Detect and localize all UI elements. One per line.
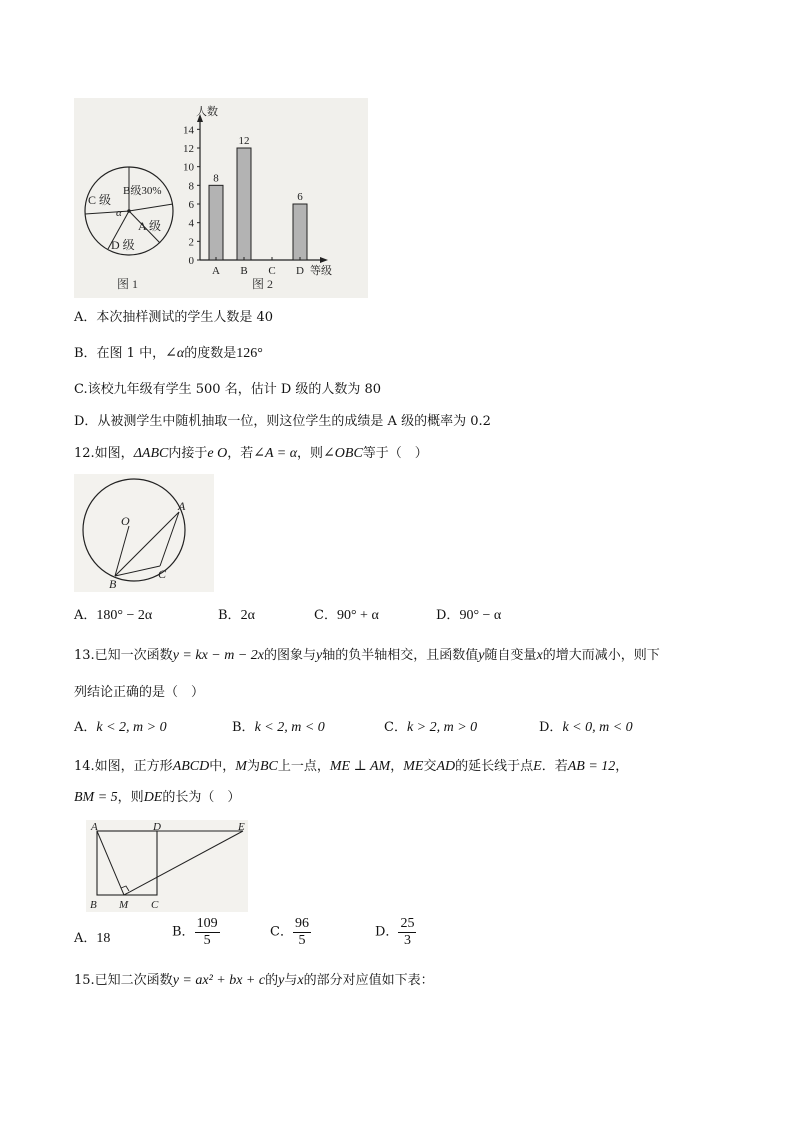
q12-circle: e O	[207, 446, 228, 461]
q13-a-letter: A．	[74, 720, 97, 735]
x-tick-label: B	[240, 265, 248, 277]
bar-d	[293, 204, 307, 260]
label-c: C	[151, 899, 159, 911]
q14-ab: AB = 12	[567, 759, 616, 774]
q13-mid2: 轴的负半轴相交，且函数值	[322, 648, 479, 663]
q14-mid6: 的延长线于点	[455, 759, 534, 774]
label-o: O	[121, 514, 130, 528]
q14-mid1: 中，	[209, 759, 236, 774]
bar-data-label: 6	[297, 191, 303, 203]
q12-c-value: 90° + α	[336, 608, 379, 623]
q13-b-value: k < 2, m < 0	[254, 720, 325, 735]
q14-bc: BC	[259, 759, 278, 774]
q13-option-c	[384, 719, 477, 737]
q14-mid2: 为	[246, 759, 260, 774]
q14-c-denominator: 5	[298, 933, 306, 948]
y-tick-label: 14	[183, 124, 194, 137]
q13-option-a	[74, 719, 167, 737]
q15-mid2: 与	[284, 973, 298, 988]
q12-option-a	[74, 607, 152, 625]
q14-ad: AD	[436, 759, 456, 774]
label-c: C	[158, 567, 167, 581]
q11-b-prefix: B．在图 1 中，	[74, 346, 166, 361]
q14-d-fraction	[398, 916, 416, 949]
q13-d-letter: D．	[539, 720, 563, 735]
q13-pre: 13.已知一次函数	[74, 648, 173, 663]
q12-target: ∠OBC	[323, 446, 363, 461]
q13-c-letter: C．	[384, 720, 407, 735]
q11-option-c: C.该校九年级有学生 500 名，估计 D 级的人数为 80	[74, 382, 382, 397]
label-b: B	[90, 899, 97, 911]
q13-function: y = kx − m − 2x	[172, 648, 264, 663]
q12-option-c	[314, 607, 379, 625]
q12-a-letter: A．	[74, 608, 97, 623]
q15-stem	[74, 972, 434, 990]
q14-mid4: ，	[390, 759, 404, 774]
q14-de: DE	[143, 790, 163, 805]
q15-x: x	[297, 973, 304, 988]
q14-option-a	[74, 930, 110, 948]
x-tick-label: C	[268, 265, 276, 277]
bar-data-label: 12	[238, 135, 250, 147]
q13-post: 的增大而减小，则下	[542, 648, 660, 663]
pie-caption: 图 1	[117, 277, 139, 291]
q12-b-letter: B．	[218, 608, 241, 623]
q12-stem	[74, 445, 428, 463]
q15-function: y = ax² + bx + c	[172, 973, 266, 988]
q12-post: 等于（ ）	[362, 446, 428, 461]
q13-y2: y	[478, 648, 485, 663]
y-tick-label: 12	[183, 143, 194, 155]
q14-e: E	[533, 759, 542, 774]
q11-b-mid: 的度数是	[184, 346, 237, 361]
q14-perp: ME ⊥ AM	[329, 759, 391, 774]
q14-a-letter: A．	[74, 931, 97, 946]
q13-d-value: k < 0, m < 0	[562, 720, 633, 735]
bar-b	[237, 148, 251, 260]
q13-a-value: k < 2, m > 0	[96, 720, 167, 735]
q14-mid5: 交	[423, 759, 437, 774]
q11-b-value: 126°	[236, 346, 263, 361]
pie-label-a: A 级	[138, 219, 162, 233]
q12-pre: 12.如图，	[74, 446, 134, 461]
q14-option-d	[375, 916, 416, 949]
y-tick-label: 4	[188, 217, 194, 230]
x-tick-label: A	[212, 265, 220, 277]
pie-label-alpha: α	[116, 207, 122, 219]
q14-mid7: ．若	[541, 759, 568, 774]
pie-label-c: C 级	[88, 193, 112, 207]
y-tick-label: 8	[188, 180, 194, 193]
q14-pre: 14.如图，正方形	[74, 759, 173, 774]
q13-stem-line2: 列结论正确的是（ ）	[74, 685, 205, 700]
q11-option-a: A．本次抽样测试的学生人数是 40	[74, 310, 274, 325]
q14-d-numerator: 25	[400, 916, 415, 931]
q14-d-letter: D．	[375, 924, 399, 940]
q13-x1: x	[536, 648, 543, 663]
q11-b-angle: ∠α	[165, 346, 185, 361]
square-figure	[86, 820, 248, 912]
y-tick-label: 10	[183, 161, 194, 174]
q12-mid2: ，若	[227, 446, 254, 461]
x-axis-title: 等级	[310, 265, 332, 277]
q14-m: M	[235, 759, 247, 774]
q14-d-denominator: 3	[403, 933, 411, 948]
q13-option-d	[539, 719, 633, 737]
pie-label-d: D 级	[111, 238, 135, 252]
q14-b-denominator: 5	[203, 933, 211, 948]
q14-b-numerator: 109	[196, 916, 218, 931]
q12-d-letter: D．	[436, 608, 460, 623]
q15-y: y	[278, 973, 285, 988]
label-e: E	[238, 821, 245, 833]
y-tick-label: 2	[188, 236, 194, 249]
q12-option-b	[218, 607, 255, 625]
q12-b-value: 2α	[240, 608, 255, 623]
y-tick-label: 6	[188, 199, 194, 211]
y-axis-title: 人数	[196, 106, 218, 118]
bar-data-label: 8	[213, 172, 219, 185]
q15-pre: 15.已知二次函数	[74, 973, 173, 988]
circle-figure	[74, 474, 214, 592]
q14-c-letter: C．	[270, 924, 293, 940]
bar-a	[209, 185, 223, 260]
label-a: A	[178, 499, 186, 513]
q11-option-b	[74, 345, 263, 363]
q14-mid8: ，	[615, 759, 629, 774]
q14-mid9: ，则	[117, 790, 144, 805]
label-b: B	[109, 577, 117, 591]
q13-y1: y	[316, 648, 323, 663]
q13-option-b	[232, 719, 325, 737]
q13-b-letter: B．	[232, 720, 255, 735]
label-m: M	[119, 899, 129, 911]
q14-me: ME	[403, 759, 424, 774]
q14-b-letter: B．	[172, 924, 195, 940]
q14-option-b	[172, 916, 220, 949]
q14-square: ABCD	[172, 759, 210, 774]
y-tick-label: 0	[188, 255, 194, 267]
q14-option-c	[270, 916, 311, 949]
q14-b-fraction	[195, 916, 220, 949]
label-d: D	[153, 821, 161, 833]
q13-mid3: 随自变量	[484, 648, 537, 663]
q15-post: 的部分对应值如下表：	[303, 973, 434, 988]
q14-mid3: 上一点，	[277, 759, 330, 774]
x-tick-label: D	[296, 265, 304, 277]
bar-caption: 图 2	[252, 277, 274, 291]
q14-stem-line2	[74, 789, 240, 807]
q14-c-fraction	[293, 916, 311, 949]
q14-post: 的长为（ ）	[162, 790, 241, 805]
q12-mid3: ，则	[297, 446, 324, 461]
q12-d-value: 90° − α	[459, 608, 502, 623]
q14-c-numerator: 96	[294, 916, 309, 931]
q14-bm: BM = 5	[74, 790, 118, 805]
q13-c-value: k > 2, m > 0	[406, 720, 478, 735]
q11-option-d: D．从被测学生中随机抽取一位，则这位学生的成绩是 A 级的概率为 0.2	[74, 414, 491, 429]
q13-mid1: 的图象与	[264, 648, 317, 663]
q15-mid1: 的	[265, 973, 279, 988]
q14-a-value: 18	[96, 931, 111, 946]
q12-triangle: ΔABC	[133, 446, 169, 461]
statistics-figure	[74, 98, 368, 298]
pie-label-b: B级30%	[123, 185, 162, 197]
q13-stem	[74, 647, 660, 665]
q12-mid1: 内接于	[168, 446, 208, 461]
q12-option-d	[436, 607, 501, 625]
q14-stem	[74, 758, 628, 776]
q12-condition: ∠A = α	[253, 446, 298, 461]
q12-a-value: 180° − 2α	[96, 608, 153, 623]
q12-c-letter: C．	[314, 608, 337, 623]
label-a: A	[91, 821, 98, 833]
